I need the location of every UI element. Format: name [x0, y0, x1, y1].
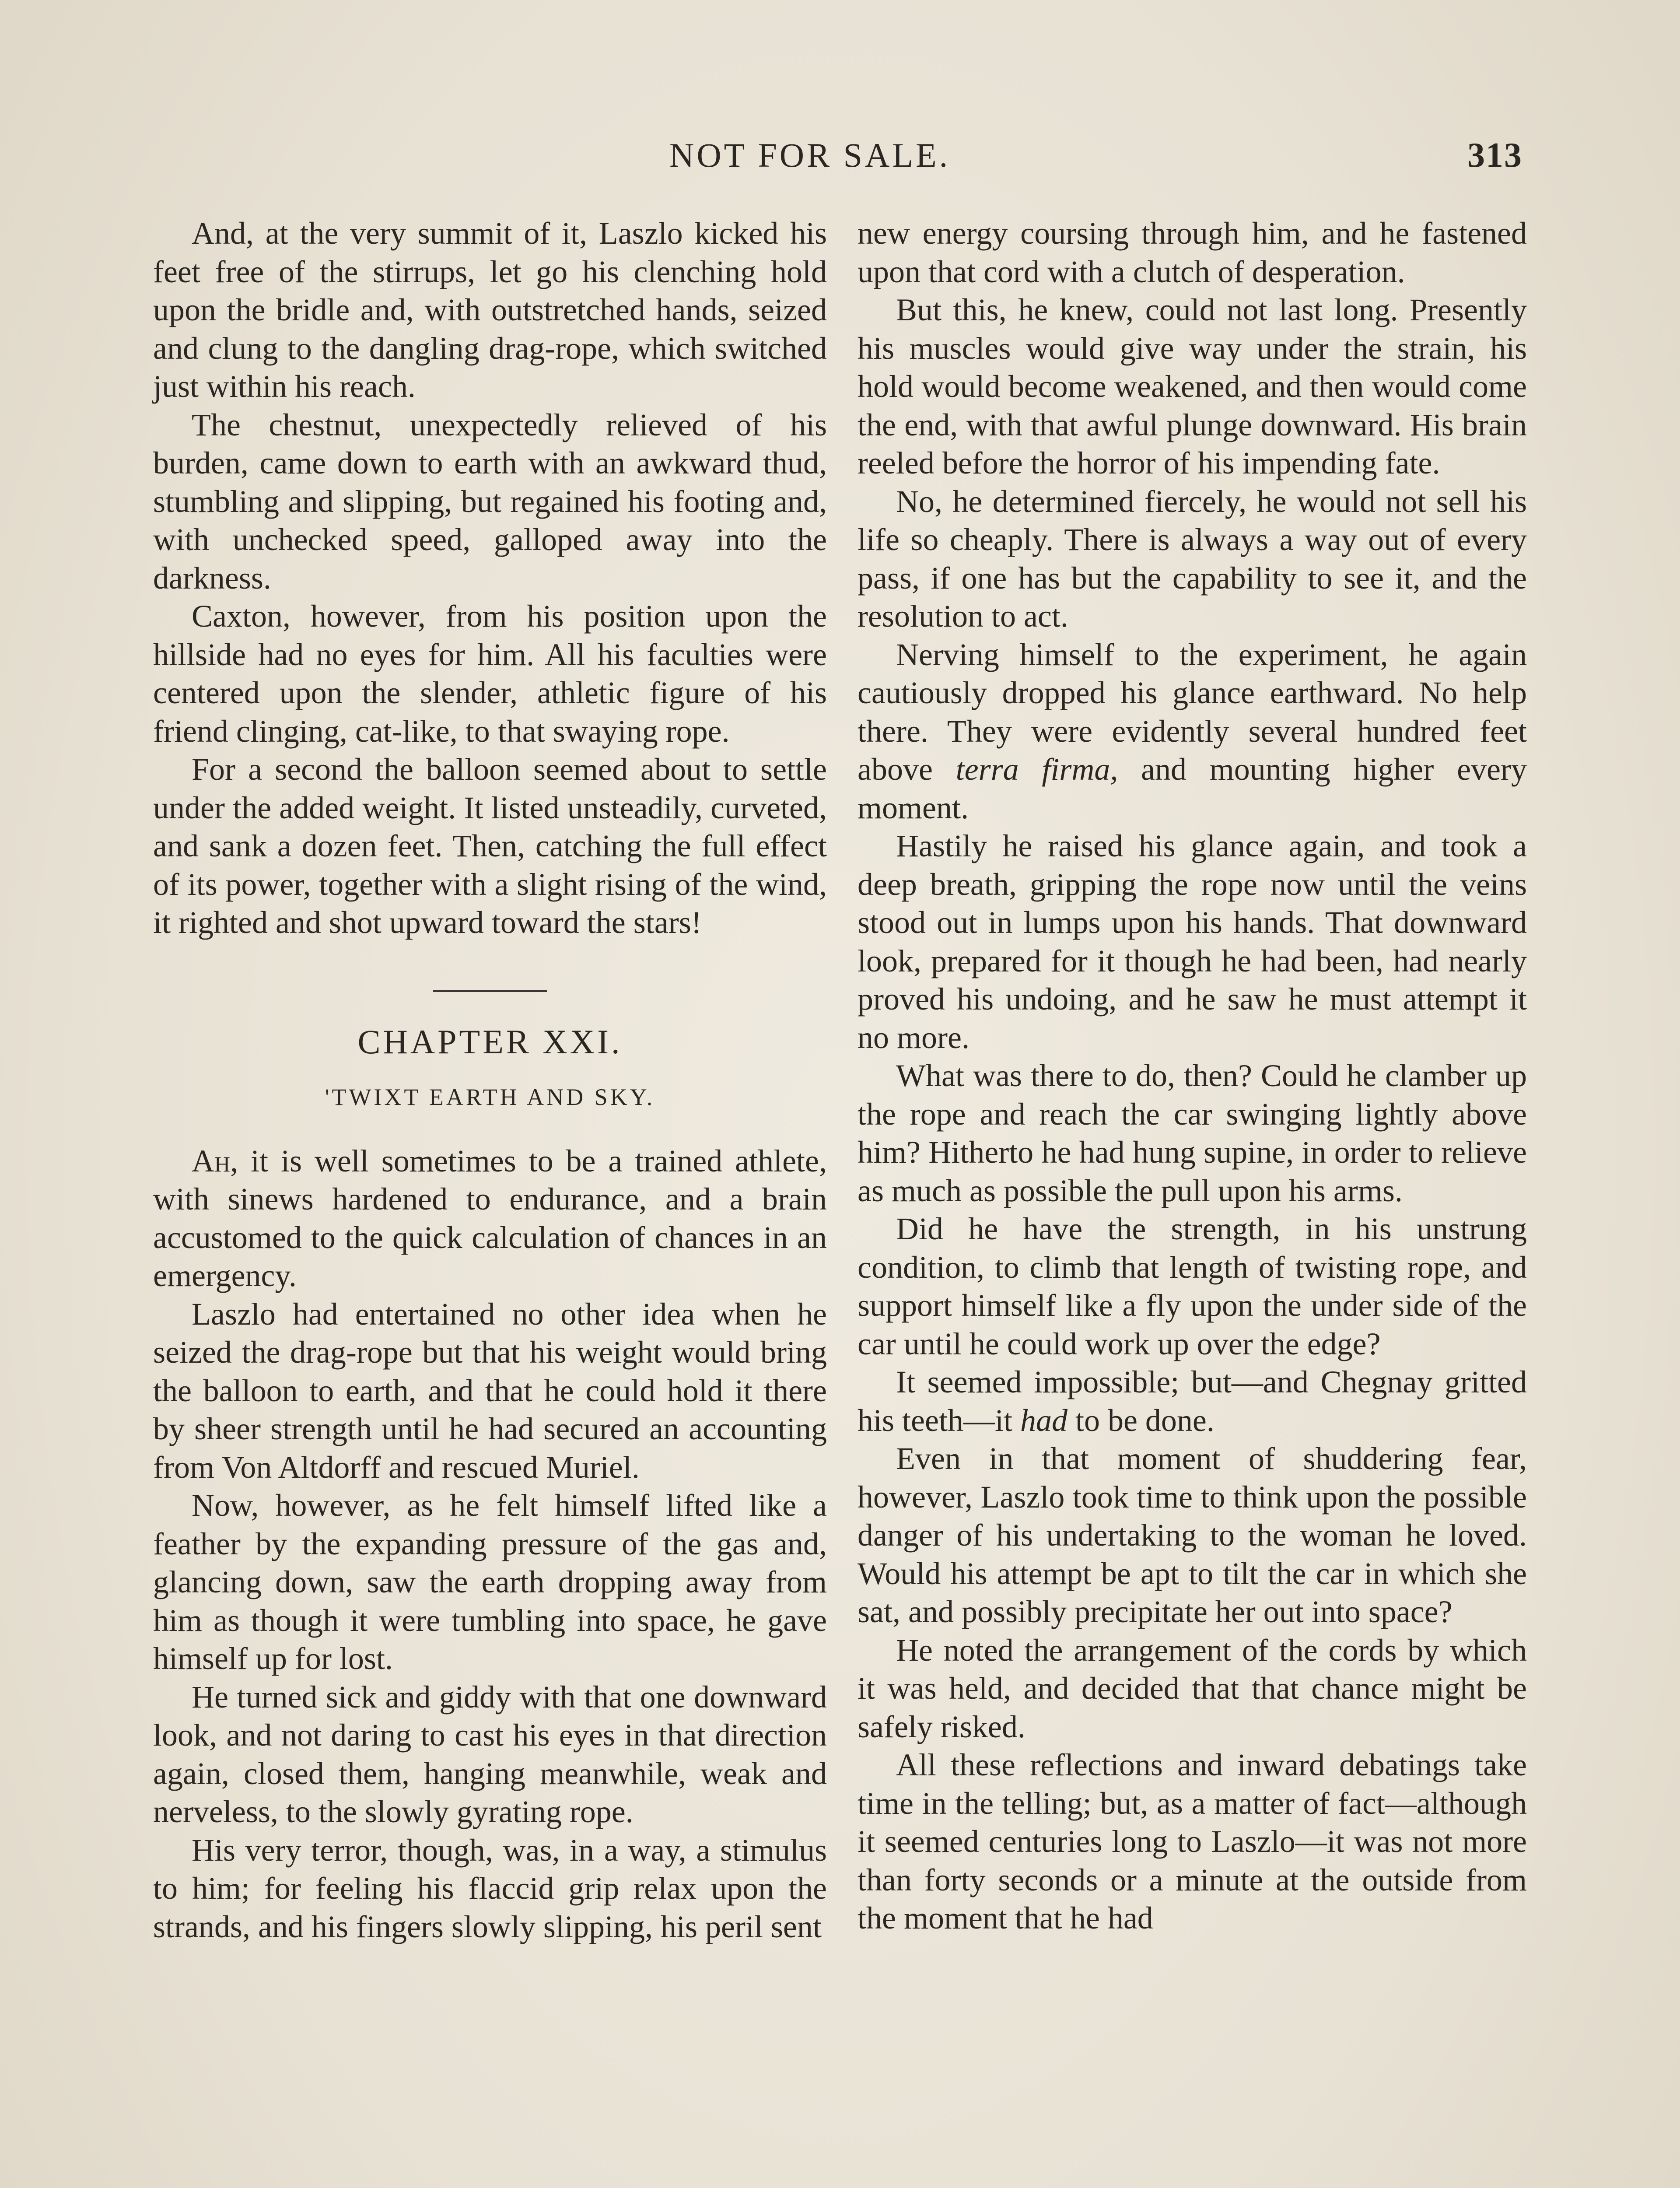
paragraph: The chestnut, unexpectedly relieved of his burden, came down to earth with an awkward thud, stumbling and slipping, but regained his footing and, with unchecked speed, galloped away into the darkness.: [153, 407, 827, 596]
paragraph: Now, however, as he felt himself lifted like a feather by the expanding pressure of the gas and, glancing down, saw the earth dropping away from him as though it were tumbling into space, he gave himself up for lost.: [153, 1488, 827, 1676]
page-number: 313: [1467, 136, 1522, 175]
text-run: to be done.: [1067, 1403, 1214, 1438]
section-divider: [433, 990, 547, 992]
paragraph: No, he determined fiercely, he would not sell his life so cheaply. There is always a way out of every pass, if one has but the capability to see it, and the resolution to act.: [858, 484, 1527, 634]
page-header: [153, 136, 1522, 184]
paragraph: All these reflections and inward debatings take time in the telling; but, as a matter of fact—although it seemed centuries long to Laszlo—it was not more than forty seconds or a minute at the outside from the moment that he had: [858, 1747, 1527, 1936]
right-column: [858, 214, 1527, 1938]
paragraph: What was there to do, then? Could he clamber up the rope and reach the car swinging lightly above him? Hitherto he had hung supine, in order to relieve as much as possible the pull upon his arms.: [858, 1058, 1527, 1208]
text-run: Nerving himself to the experiment, he again cautiously dropped his glance earthward. No help there. They were evidently several hundred feet above: [858, 637, 1527, 787]
left-column: [153, 214, 827, 1946]
chapter-title: CHAPTER XXI.: [357, 1022, 623, 1061]
paragraph: [858, 1363, 1527, 1440]
paragraph: His very terror, though, was, in a way, a stimulus to him; for feeling his flaccid grip relax upon the strands, and his fingers slowly slipping, his peril sent: [153, 1832, 827, 1944]
paragraph: Hastily he raised his glance again, and took a deep breath, gripping the rope now until the veins stood out in lumps upon his hands. That downward look, prepared for it though he had been, had nearly proved his undoing, and he saw he must attempt it no more.: [858, 828, 1527, 1055]
paragraph: [858, 636, 1527, 828]
paragraph: He turned sick and giddy with that one downward look, and not daring to cast his eyes in that direction again, closed them, hanging meanwhile, weak and nerveless, to the slowly gyrating rope.: [153, 1679, 827, 1829]
opening-text: it is well sometimes to be a trained athlete, with sinews hardened to endurance, and a brain accustomed to the quick calculation of chances in an emergency.: [153, 1143, 827, 1293]
text-run: and mounting higher every moment.: [858, 752, 1527, 825]
paragraph: For a second the balloon seemed about to settle under the added weight. It listed unsteadily, curveted, and sank a dozen feet. Then, catching the full effect of its power, together with a slight rising of the wind, it righted and shot upward toward the stars!: [153, 752, 827, 940]
paragraph: Did he have the strength, in his unstrung condition, to climb that length of twisting rope, and support himself like a fly upon the under side of the car until he could work up over the edge?: [858, 1211, 1527, 1361]
italic-word: had: [1020, 1403, 1068, 1438]
paragraph: Even in that moment of shuddering fear, however, Laszlo took time to think upon the possible danger of his undertaking to the woman he loved. Would his attempt be apt to tilt the car in which she sat, and possibly precipitate her out into space?: [858, 1441, 1527, 1629]
italic-phrase: terra firma,: [956, 752, 1118, 787]
opening-word: Ah,: [192, 1143, 238, 1178]
chapter-opening-paragraph: [153, 1142, 827, 1295]
paragraph: And, at the very summit of it, Laszlo kicked his feet free of the stirrups, let go his clenching hold upon the bridle and, with outstretched hands, seized and clung to the dangling drag-rope, which switched just within his reach.: [153, 216, 827, 404]
continued-paragraph: new energy coursing through him, and he fastened upon that cord with a clutch of desperation.: [858, 216, 1527, 289]
paragraph: Laszlo had entertained no other idea when he seized the drag-rope but that his weight would bring the balloon to earth, and that he could hold it there by sheer strength until he had secured an accounting from Von Altdorff and rescued Muriel.: [153, 1296, 827, 1485]
running-title: NOT FOR SALE.: [669, 136, 951, 174]
paragraph: But this, he knew, could not last long. Presently his muscles would give way under the strain, his hold would become weakened, and then would come the end, with that awful plunge downward. His brain reeled before the horror of his impending fate.: [858, 292, 1527, 480]
paragraph: He noted the arrangement of the cords by which it was held, and decided that that chance might be safely risked.: [858, 1632, 1527, 1744]
paragraph: Caxton, however, from his position upon the hillside had no eyes for him. All his faculties were centered upon the slender, athletic figure of his friend clinging, cat-like, to that swaying rope.: [153, 599, 827, 749]
text-run: It seemed impossible; but—and Chegnay gritted his teeth—it: [858, 1364, 1527, 1438]
chapter-subtitle: 'TWIXT EARTH AND SKY.: [325, 1084, 655, 1110]
